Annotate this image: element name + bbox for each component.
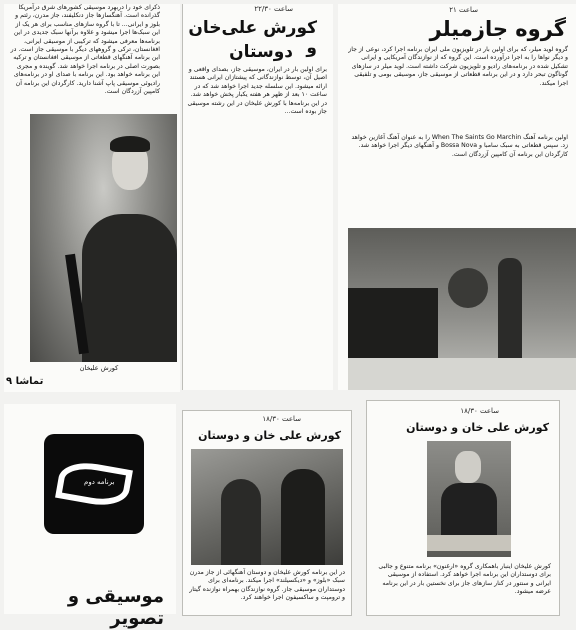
magazine-logo: تماشا ۹ [6,376,44,387]
player-body-figure [441,483,497,543]
broadcast-time-right: ساعت ۲۱ [449,6,478,14]
clipping-bottom-center [182,410,352,616]
clipping-bottom-left [4,404,176,629]
hair-figure [110,136,150,152]
article-body-right-2: اولین برنامه آهنگ When The Saints Go Marchin را به عنوان آهنگ آغازین خواهد زد. سپس قطعاتی به سبک سامبا و Bossa Nova و آهنگهای دیگر اجرا خواهد شد. کارگردان این برنامه آن کامپین آزردگان است. [351,134,568,158]
broadcast-time-bc: ساعت ۱۸/۳۰ [262,415,301,423]
clipping-top-left [4,4,180,392]
group-photo [191,449,343,565]
second-musician-figure [281,469,325,565]
article-body: برای اولین بار در ایران، موسیقی جاز، بصدای واقعی و اصیل آن، توسط نوازندگانی که پیشتازان ایرانی هستند ارائه میشود. این سلسله جدید اجرا خواهد شد که در ساعت ۱۰ بعد از ظهر هر هفته یکبار پخش خواهد شد. در این برنامه‌ها با کورش علیخان در این رشته موسیقی جاز بوده است... [187,66,327,116]
clipping-bottom-right [366,400,560,616]
broadcast-time-br: ساعت ۱۸/۳۰ [460,407,499,415]
stage-floor [348,358,576,390]
broadcast-time: ساعت ۲۲/۳۰ [254,5,293,13]
band-performance-photo [348,228,576,390]
kourosh-photo [30,114,177,362]
santur-figure [427,535,511,551]
photo-caption: کورش علیخان [79,364,119,372]
clipping-top-right [338,4,576,390]
channel-logo-box [44,434,144,534]
section-title: موسیقی و تصویر [67,586,164,629]
santur-player-photo [427,441,511,557]
player-head-figure [455,451,481,483]
article-title-right: گروه جازمیلر [429,17,566,41]
article-body-right: گروه لوید میلر، که برای اولین بار در تلویزیون ملی ایران برنامه اجرا کرد، نوعی از جاز و دیگر نواها را به اجرا درآورده است. این گروه که از نوازندگان آمریکایی و ایرانی تشکیل شده در برنامه‌های رادیو و تلویزیون شرکت داشته است. لوید میلر در سازهای گوناگون تبحر دارد و در این برنامه قطعاتی از موسیقی جاز، موسیقی بومی و تلفیقی اجرا میکند. [348,46,568,87]
article-body-br: کورش علیخان اینبار باهمکاری گروه «ارغنون» برنامه متنوع و جالبی برای دوستداران این برنامه اجرا خواهد کرد. استفاده از موسیقی ایرانی و سنتور در کنار سازهای جاز برای نخستین بار در این برنامه عرضه میشود. [378,563,551,596]
article-title-line1: کورش علی‌خان و [188,18,317,58]
bassist-figure [498,258,522,358]
guitarist-figure [221,479,261,565]
article-title-br: کورش علی خان و دوستان [406,421,549,434]
logo-text: برنامه دوم [84,478,115,486]
suit-figure [82,214,177,362]
article-title-bc: کورش علی خان و دوستان [198,429,341,442]
intro-text: ذکرای خود را دربهرد موسیقی کشورهای شرق درآمریکا گذرانده است. آهنگسازها جاز دنکلیفند، جاز مدرن، رئتم و بلوز و ایرانی... تا با گروه سازهای مناسب برای هر یک از این سبک‌ها اجرا میشود و علاوه برآنها سبک جدیدی در این برنامه‌ها معرفی میشود که ترکیبی از موسیقی ایرانی، افغانستان، ترکی و گروههای دیگر با موسیقی جاز است. در این برنامه آهنگهای قطعاتی از موسیقی افغانستان و ترکیه بصورت اصلی در برنامه اجرا خواهد شد. گوینده و مجری این برنامه خواهد بود. این برنامه با صدای او در برنامه‌های رادیوئی موسیقی پاپ آشنا دارید. کارگردان این برنامه آن کامپین آزردگان است. [10,4,160,96]
article-title-line2: دوستان [229,42,293,62]
clipping-top-center [182,4,333,390]
article-body-bc: در این برنامه کورش علیخان و دوستان آهنگهائی از جاز مدرن سبک «بلوز» و «دیکسیلند» اجرا میکند. برنامه‌ای برای دوستداران موسیقی جاز. گروه نوازندگان بهمراه نوازنده گیتار و ترومپت و ساکسیفون اجرا خواهند کرد. [189,569,345,602]
drums-figure [448,268,488,308]
